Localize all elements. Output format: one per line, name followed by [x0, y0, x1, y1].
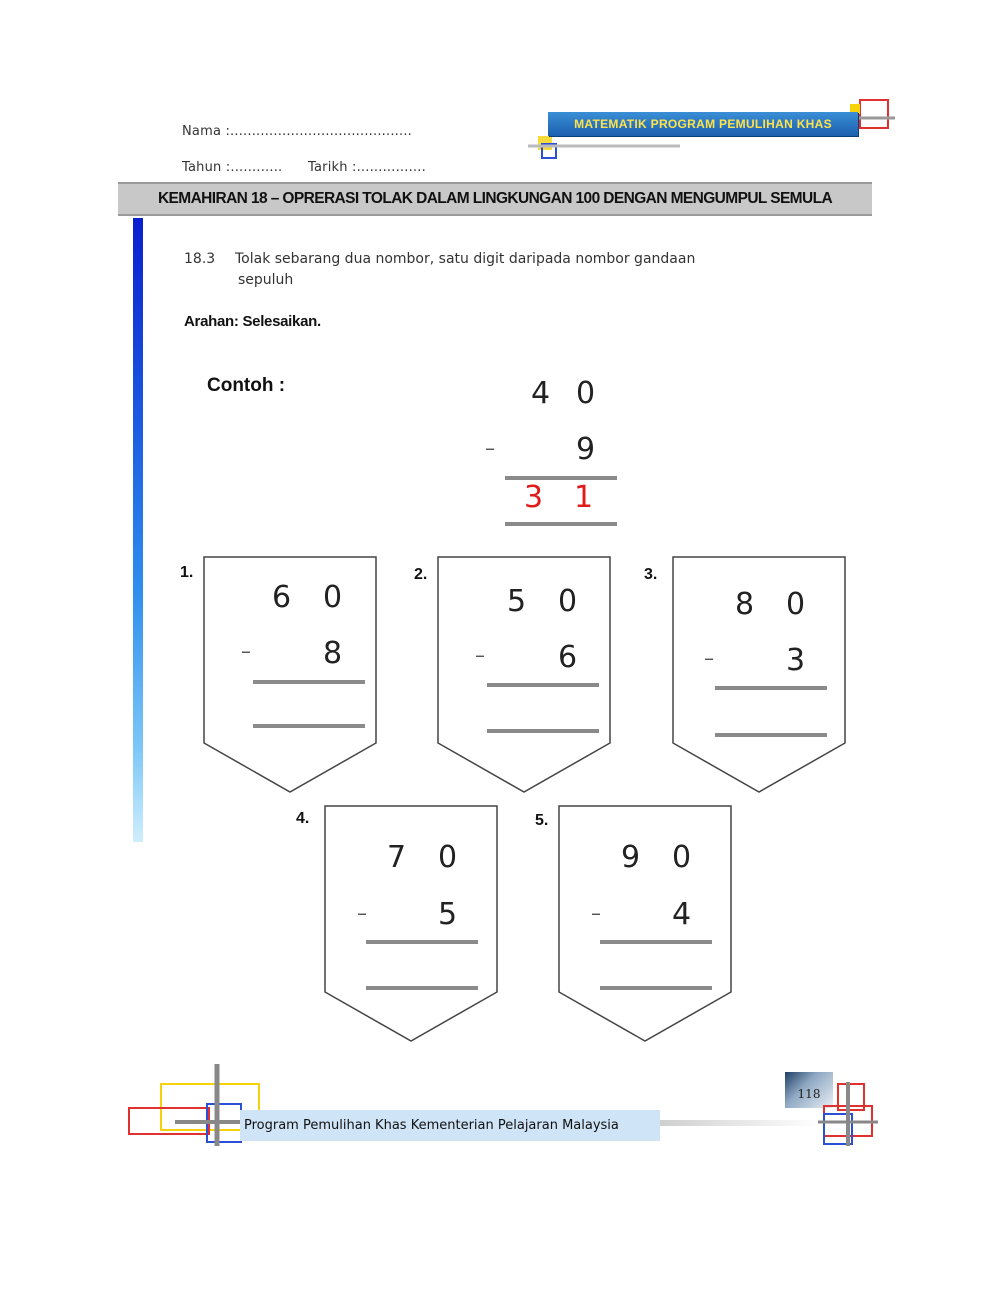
question-2-answer-line[interactable]	[487, 729, 599, 733]
example-answer-tens: 3	[524, 480, 544, 515]
question-5-sub: 4	[672, 897, 692, 932]
question-5-number: 5.	[535, 812, 549, 829]
side-gradient-strip	[133, 218, 143, 842]
question-2-number: 2.	[414, 566, 428, 583]
question-1-sub: 8	[323, 636, 343, 671]
example-label: Contoh :	[207, 375, 286, 396]
question-4-sub: 5	[438, 897, 458, 932]
question-1-answer-line[interactable]	[253, 724, 365, 728]
question-5-line-top	[600, 940, 712, 944]
skill-text-line1: Tolak sebarang dua nombor, satu digit daripada nombor gandaan	[235, 251, 696, 267]
question-1-minus: –	[241, 639, 251, 663]
question-4-answer-line[interactable]	[366, 986, 478, 990]
question-3-number: 3.	[644, 566, 658, 583]
question-3-answer-line[interactable]	[715, 733, 827, 737]
question-1-tens: 6	[272, 580, 292, 615]
question-3-ones: 0	[786, 587, 806, 622]
question-2-line-top	[487, 683, 599, 687]
example-minus-sign: –	[485, 436, 495, 460]
question-5-minus: –	[591, 901, 601, 925]
question-3-line-top	[715, 686, 827, 690]
program-banner: MATEMATIK PROGRAM PEMULIHAN KHAS	[548, 112, 858, 136]
question-1-number: 1.	[180, 564, 194, 581]
skill-text-line2: sepuluh	[238, 272, 294, 288]
question-2-sub: 6	[558, 640, 578, 675]
footer-text: Program Pemulihan Khas Kementerian Pelajaran Malaysia	[240, 1110, 660, 1141]
question-3-shield	[672, 556, 848, 796]
question-5-answer-line[interactable]	[600, 986, 712, 990]
question-2-tens: 5	[507, 584, 527, 619]
example-line-bottom	[505, 522, 617, 526]
question-4-ones: 0	[438, 840, 458, 875]
question-3-minus: –	[704, 646, 714, 670]
skill-title: KEMAHIRAN 18 – OPRERASI TOLAK DALAM LINGKUNGAN 100 DENGAN MENGUMPUL SEMULA	[118, 182, 872, 216]
question-4-shield	[324, 805, 500, 1045]
footer-right-ornament	[818, 1080, 878, 1150]
instruction: Arahan: Selesaikan.	[184, 313, 321, 330]
question-5-ones: 0	[672, 840, 692, 875]
footer-fade-line	[660, 1120, 820, 1126]
question-3-tens: 8	[735, 587, 755, 622]
question-1-ones: 0	[323, 580, 343, 615]
example-line-top	[505, 476, 617, 480]
question-4-number: 4.	[296, 810, 310, 827]
question-1-line-top	[253, 680, 365, 684]
example-bottom-ones: 9	[576, 432, 596, 467]
year-field: Tahun :............	[182, 160, 283, 175]
question-5-tens: 9	[621, 840, 641, 875]
example-top-ones: 0	[576, 376, 596, 411]
example-top-tens: 4	[531, 376, 551, 411]
name-field: Nama :..........................................	[182, 124, 412, 139]
question-4-tens: 7	[387, 840, 407, 875]
question-4-minus: –	[357, 901, 367, 925]
question-5-shield	[558, 805, 734, 1045]
question-4-line-top	[366, 940, 478, 944]
date-field: Tarikh :................	[308, 160, 426, 175]
example-answer-ones: 1	[574, 480, 594, 515]
skill-number: 18.3	[184, 251, 216, 267]
question-2-minus: –	[475, 643, 485, 667]
question-2-ones: 0	[558, 584, 578, 619]
page-number: 118	[785, 1072, 833, 1108]
question-3-sub: 3	[786, 643, 806, 678]
